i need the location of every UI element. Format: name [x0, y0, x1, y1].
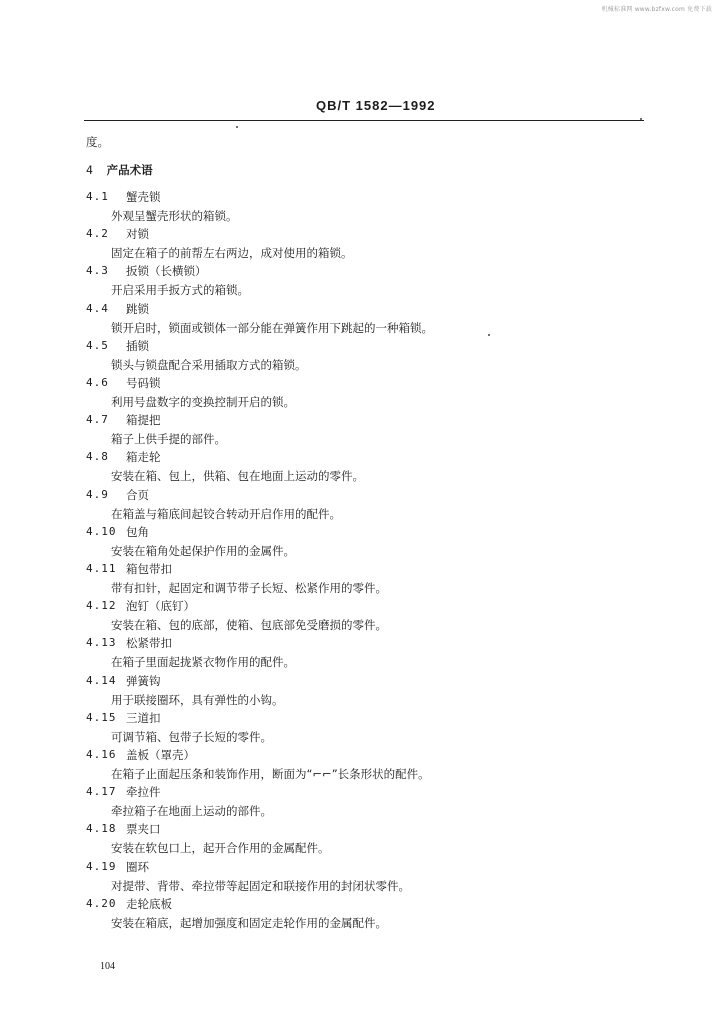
term-definition: 在箱盖与箱底间起铰合转动开启作用的配件。: [111, 506, 341, 521]
term-definition: 安装在箱、包上，供箱、包在地面上运动的零件。: [111, 469, 364, 484]
term-number: 4.18: [86, 822, 117, 836]
section-title: 产品术语: [106, 163, 153, 177]
term-definition: 外观呈蟹壳形状的箱锁。: [111, 209, 238, 223]
term-definition: 锁头与锁盘配合采用插取方式的箱锁。: [111, 357, 307, 372]
term-name: 包角: [126, 524, 149, 539]
term-definition: 固定在箱子的前帮左右两边，成对使用的箱锁。: [111, 246, 353, 261]
term-name: 箱走轮: [126, 450, 161, 465]
term-definition: 在箱子里面起拢紧衣物作用的配件。: [111, 655, 295, 670]
page-number: 104: [100, 961, 115, 972]
term-number: 4.15: [86, 710, 117, 724]
term-number: 4.19: [86, 859, 117, 873]
term-number: 4.10: [86, 524, 117, 538]
term-name: 扳锁（长横锁）: [126, 264, 207, 279]
term-name: 合页: [126, 487, 149, 502]
term-name: 跳锁: [126, 301, 149, 316]
term-name: 票夹口: [126, 822, 161, 837]
term-name: 盖板（罩壳）: [126, 748, 195, 762]
term-definition: 在箱子止面起压条和装饰作用，断面为“⌐⌐”长条形状的配件。: [111, 767, 430, 781]
term-number: 4.1: [86, 190, 109, 203]
header-rule: [84, 120, 644, 121]
term-name: 弹簧钩: [126, 673, 161, 688]
term-number: 4.3: [86, 264, 109, 278]
term-number: 4.16: [86, 748, 117, 761]
section-heading: [86, 163, 153, 177]
term-number: 4.7: [86, 413, 109, 427]
term-number: 4.20: [86, 896, 117, 910]
term-definition: 对提带、背带、牵拉带等起固定和联接作用的封闭状零件。: [111, 878, 410, 893]
term-number: 4.6: [86, 376, 109, 389]
term-definition: 安装在箱、包的底部，使箱、包底部免受磨损的零件。: [111, 618, 387, 633]
term-definition: 牵拉箱子在地面上运动的部件。: [111, 804, 272, 819]
term-name: 泡钉（底钉）: [126, 599, 195, 614]
term-name: 箱提把: [126, 413, 161, 428]
term-definition: 安装在软包口上，起开合作用的金属配件。: [111, 841, 330, 856]
term-definition: 安装在箱角处起保护作用的金属件。: [111, 543, 295, 558]
section-number: 4: [86, 163, 93, 177]
standard-code: QB/T 1582—1992: [316, 98, 436, 113]
scan-speck: [236, 126, 238, 128]
term-number: 4.17: [86, 785, 117, 799]
term-number: 4.12: [86, 599, 117, 613]
scan-speck: [640, 118, 642, 120]
term-number: 4.9: [86, 487, 109, 501]
term-number: 4.8: [86, 450, 109, 464]
term-name: 三道扣: [126, 710, 161, 725]
watermark-text: 机械标准网 www.bzfxw.com 免费下载: [601, 6, 712, 13]
term-definition: 锁开启时，锁面或锁体一部分能在弹簧作用下跳起的一种箱锁。: [111, 320, 433, 335]
term-name: 松紧带扣: [126, 636, 172, 651]
term-definition: 安装在箱底，起增加强度和固定走轮作用的金属配件。: [111, 915, 387, 930]
term-name: 箱包带扣: [126, 562, 172, 576]
term-number: 4.2: [86, 227, 109, 241]
term-number: 4.13: [86, 636, 117, 650]
term-number: 4.4: [86, 301, 109, 315]
scan-speck: [488, 334, 490, 336]
term-number: 4.14: [86, 673, 117, 687]
term-name: 圈环: [126, 859, 149, 874]
term-name: 牵拉件: [126, 785, 161, 800]
term-definition: 开启采用手扳方式的箱锁。: [111, 283, 249, 298]
term-number: 4.5: [86, 338, 109, 352]
term-definition: 用于联接圈环，具有弹性的小钩。: [111, 692, 284, 707]
term-definition: 利用号盘数字的变换控制开启的锁。: [111, 395, 295, 409]
term-name: 号码锁: [126, 376, 161, 390]
term-number: 4.11: [86, 562, 117, 575]
term-name: 对锁: [126, 227, 149, 242]
intro-fragment: 度。: [86, 135, 109, 149]
term-definition: 箱子上供手提的部件。: [111, 432, 226, 447]
term-definition: 带有扣针，起固定和调节带子长短、松紧作用的零件。: [111, 581, 387, 595]
term-name: 插锁: [126, 338, 149, 353]
term-name: 走轮底板: [126, 896, 172, 911]
term-definition: 可调节箱、包带子长短的零件。: [111, 729, 272, 744]
term-name: 蟹壳锁: [126, 190, 161, 204]
